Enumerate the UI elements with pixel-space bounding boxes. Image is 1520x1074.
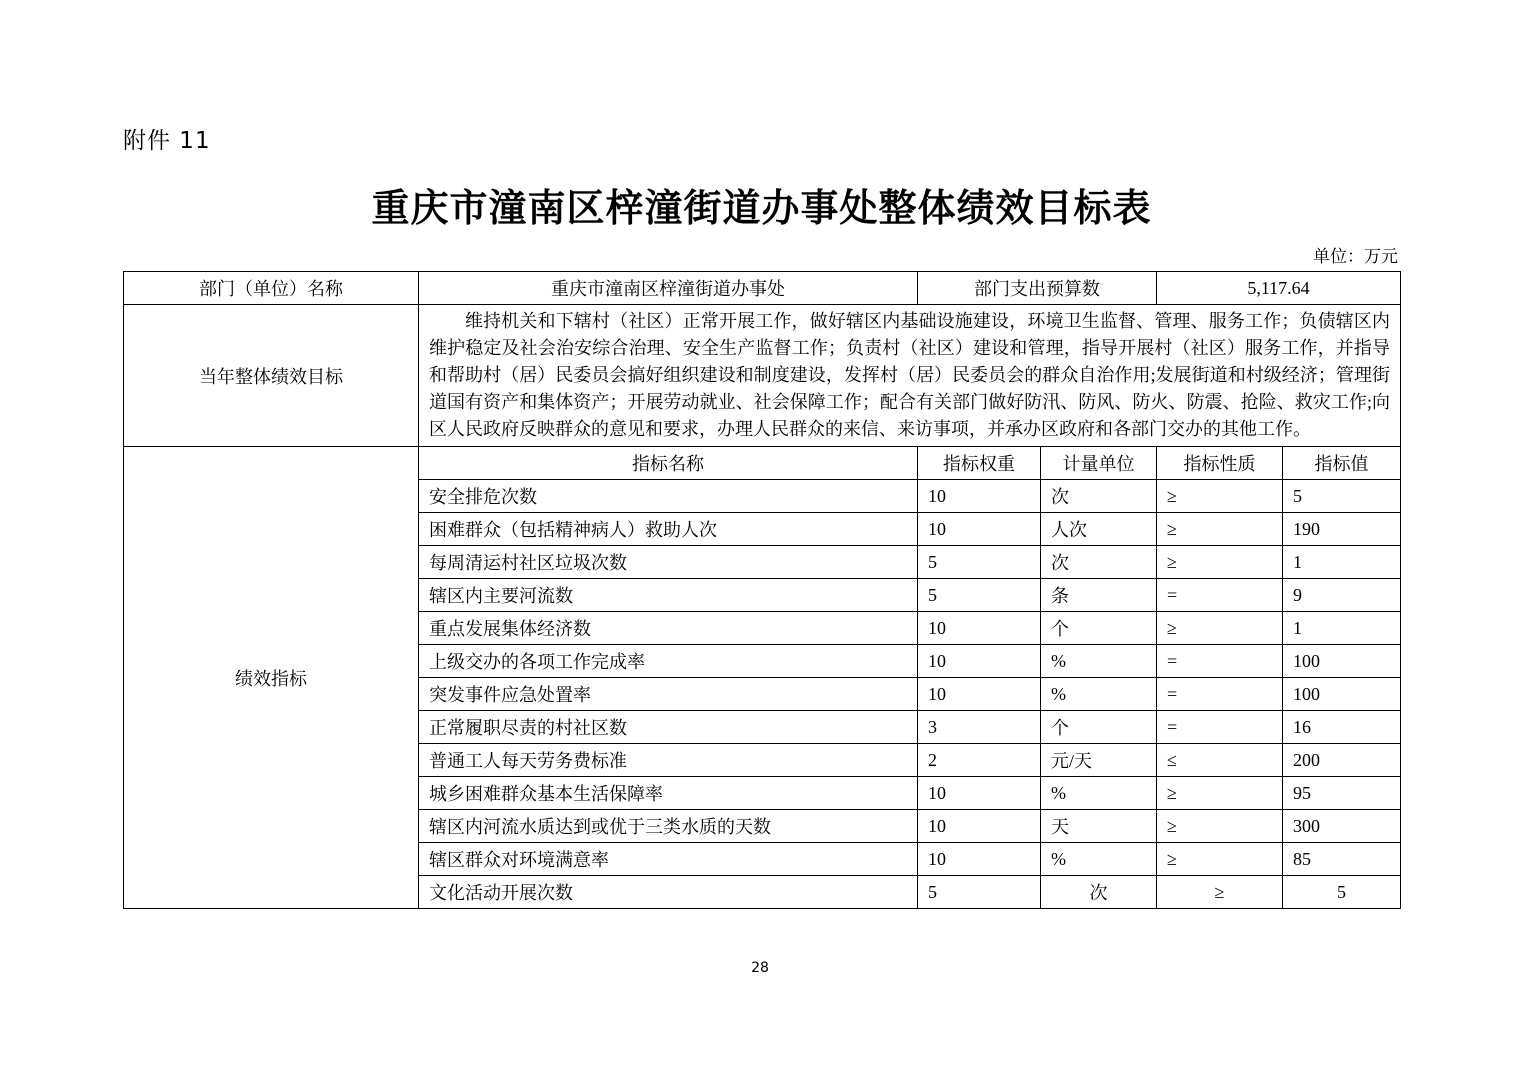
indicator-weight-cell: 2 <box>918 744 1041 777</box>
performance-table <box>123 271 1401 909</box>
indicators-section-label: 绩效指标 <box>124 447 419 909</box>
indicator-unit-cell: 天 <box>1041 810 1157 843</box>
page-number: 28 <box>751 960 769 976</box>
attachment-label: 附件 11 <box>123 128 211 154</box>
indicator-name-cell: 辖区内河流水质达到或优于三类水质的天数 <box>419 810 918 843</box>
indicator-weight-cell: 10 <box>918 678 1041 711</box>
indicator-value-cell: 100 <box>1283 678 1401 711</box>
indicator-weight-cell: 10 <box>918 480 1041 513</box>
indicator-name-cell: 突发事件应急处置率 <box>419 678 918 711</box>
indicator-nature-cell: ≥ <box>1157 612 1283 645</box>
indicator-nature-cell: = <box>1157 678 1283 711</box>
indicator-weight-cell: 10 <box>918 843 1041 876</box>
budget-label: 部门支出预算数 <box>918 272 1157 305</box>
indicator-unit-cell: 个 <box>1041 711 1157 744</box>
indicator-nature-cell: = <box>1157 711 1283 744</box>
indicator-value-cell: 5 <box>1283 480 1401 513</box>
indicator-header-row <box>124 447 1401 480</box>
indicator-nature-cell: ≥ <box>1157 480 1283 513</box>
indicator-unit-cell: 个 <box>1041 612 1157 645</box>
indicator-unit-cell: % <box>1041 645 1157 678</box>
indicator-nature-cell: = <box>1157 579 1283 612</box>
indicator-name-cell: 文化活动开展次数 <box>419 876 918 909</box>
indicator-nature-cell: ≥ <box>1157 843 1283 876</box>
indicator-weight-cell: 10 <box>918 513 1041 546</box>
indicator-weight-cell: 10 <box>918 810 1041 843</box>
indicator-weight-cell: 3 <box>918 711 1041 744</box>
indicator-value-cell: 100 <box>1283 645 1401 678</box>
col-header-indicator-nature: 指标性质 <box>1157 447 1283 480</box>
indicator-value-cell: 5 <box>1283 876 1401 909</box>
dept-name-label: 部门（单位）名称 <box>124 272 419 305</box>
indicator-unit-cell: 人次 <box>1041 513 1157 546</box>
indicator-unit-cell: 条 <box>1041 579 1157 612</box>
col-header-indicator-value: 指标值 <box>1283 447 1401 480</box>
indicator-unit-cell: 元/天 <box>1041 744 1157 777</box>
indicator-name-cell: 困难群众（包括精神病人）救助人次 <box>419 513 918 546</box>
indicator-nature-cell: ≥ <box>1157 810 1283 843</box>
indicator-nature-cell: ≥ <box>1157 876 1283 909</box>
indicator-unit-cell: 次 <box>1041 876 1157 909</box>
budget-value: 5,117.64 <box>1157 272 1401 305</box>
indicator-name-cell: 正常履职尽责的村社区数 <box>419 711 918 744</box>
annual-goal-text: 维持机关和下辖村（社区）正常开展工作，做好辖区内基础设施建设，环境卫生监督、管理、服务工作；负债辖区内维护稳定及社会治安综合治理、安全生产监督工作；负责村（社区）建设和管理，指导开展村（社区）服务工作，并指导和帮助村（居）民委员会搞好组织建设和制度建设，发挥村（居）民委员会的群众自治作用;发展街道和村级经济；管理街道国有资产和集体资产；开展劳动就业、社会保障工作；配合有关部门做好防汛、防风、防火、防震、抢险、救灾工作;向区人民政府反映群众的意见和要求，办理人民群众的来信、来访事项，并承办区政府和各部门交办的其他工作。 <box>419 305 1401 447</box>
indicator-unit-cell: 次 <box>1041 546 1157 579</box>
indicator-weight-cell: 10 <box>918 777 1041 810</box>
indicator-nature-cell: = <box>1157 645 1283 678</box>
indicator-name-cell: 上级交办的各项工作完成率 <box>419 645 918 678</box>
indicator-value-cell: 95 <box>1283 777 1401 810</box>
indicator-weight-cell: 10 <box>918 645 1041 678</box>
indicator-name-cell: 城乡困难群众基本生活保障率 <box>419 777 918 810</box>
indicator-value-cell: 190 <box>1283 513 1401 546</box>
col-header-indicator-weight: 指标权重 <box>918 447 1041 480</box>
indicator-value-cell: 300 <box>1283 810 1401 843</box>
indicator-unit-cell: % <box>1041 777 1157 810</box>
page-title: 重庆市潼南区梓潼街道办事处整体绩效目标表 <box>371 188 1152 230</box>
indicator-unit-cell: % <box>1041 843 1157 876</box>
indicator-nature-cell: ≤ <box>1157 744 1283 777</box>
indicator-name-cell: 普通工人每天劳务费标准 <box>419 744 918 777</box>
annual-goal-label: 当年整体绩效目标 <box>124 305 419 447</box>
indicator-name-cell: 安全排危次数 <box>419 480 918 513</box>
indicator-nature-cell: ≥ <box>1157 777 1283 810</box>
indicator-name-cell: 辖区内主要河流数 <box>419 579 918 612</box>
indicator-value-cell: 9 <box>1283 579 1401 612</box>
indicator-unit-cell: % <box>1041 678 1157 711</box>
indicator-value-cell: 1 <box>1283 612 1401 645</box>
indicator-value-cell: 85 <box>1283 843 1401 876</box>
indicator-name-cell: 每周清运村社区垃圾次数 <box>419 546 918 579</box>
indicator-value-cell: 16 <box>1283 711 1401 744</box>
indicator-nature-cell: ≥ <box>1157 546 1283 579</box>
annual-goal-row <box>124 305 1401 447</box>
indicator-weight-cell: 5 <box>918 579 1041 612</box>
indicator-value-cell: 200 <box>1283 744 1401 777</box>
indicator-value-cell: 1 <box>1283 546 1401 579</box>
indicator-unit-cell: 次 <box>1041 480 1157 513</box>
indicator-weight-cell: 5 <box>918 876 1041 909</box>
indicator-weight-cell: 5 <box>918 546 1041 579</box>
indicator-name-cell: 重点发展集体经济数 <box>419 612 918 645</box>
col-header-measure-unit: 计量单位 <box>1041 447 1157 480</box>
col-header-indicator-name: 指标名称 <box>419 447 918 480</box>
unit-note: 单位：万元 <box>1313 247 1398 266</box>
indicator-weight-cell: 10 <box>918 612 1041 645</box>
dept-name-value: 重庆市潼南区梓潼街道办事处 <box>419 272 918 305</box>
indicator-name-cell: 辖区群众对环境满意率 <box>419 843 918 876</box>
indicator-nature-cell: ≥ <box>1157 513 1283 546</box>
dept-row <box>124 272 1401 305</box>
